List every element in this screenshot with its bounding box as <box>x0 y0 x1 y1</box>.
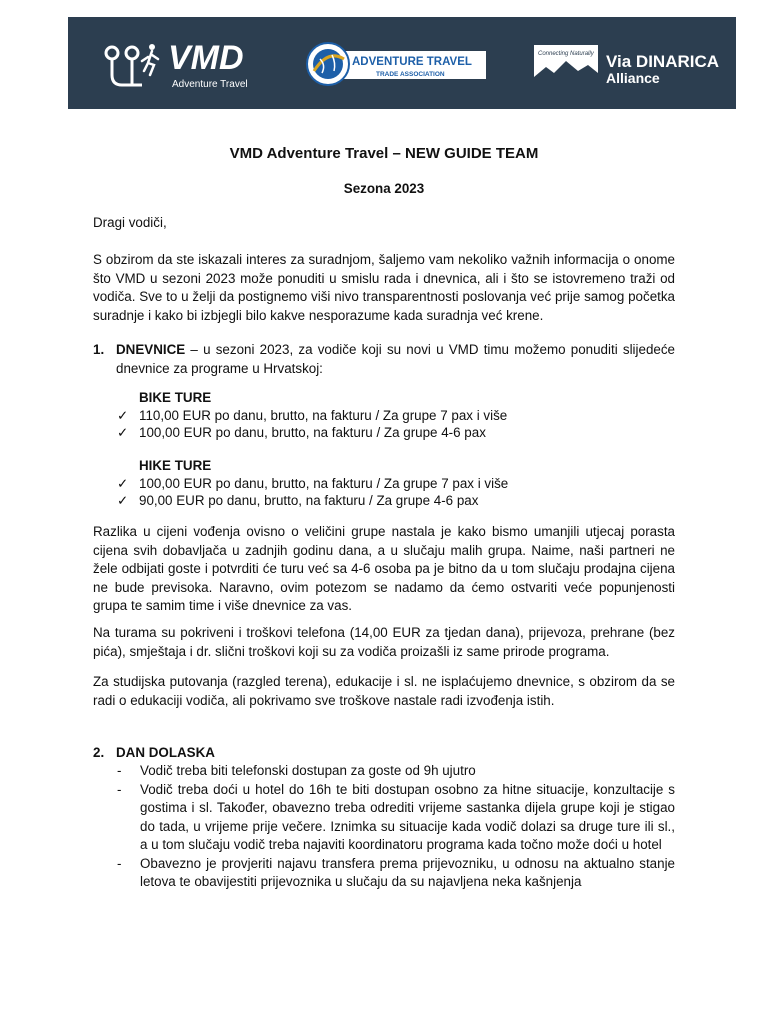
atta-logo <box>306 41 490 87</box>
atta-logo-line2: TRADE ASSOCIATION <box>376 71 445 78</box>
via-logo-sub: Alliance <box>606 70 660 86</box>
via-dinarica-logo <box>532 37 720 93</box>
hike-item-1: 100,00 EUR po danu, brutto, na fakturu / Za grupe 7 pax i više <box>139 476 509 491</box>
dash-bullet: - <box>117 763 122 778</box>
document-subtitle: Sezona 2023 <box>343 181 425 196</box>
vmd-logo <box>102 35 272 95</box>
dash-bullet: - <box>117 855 122 871</box>
arrival-item-1: Vodič treba biti telefonski dostupan za goste od 9h ujutro <box>140 763 476 778</box>
header-banner <box>68 17 736 109</box>
list-item <box>117 475 677 492</box>
study-trips-note: Za studijska putovanja (razgled terena), edukacije i sl. ne isplaćujemo dnevnice, s obzirom da se radi o edukaciji vodiča, ali pokrivamo sve troškove nastale radi izvođenja istih. <box>93 674 675 708</box>
document-title: VMD Adventure Travel – NEW GUIDE TEAM <box>229 145 539 162</box>
section-1 <box>93 341 675 378</box>
list-item <box>117 762 675 781</box>
check-icon: ✓ <box>117 493 129 508</box>
dash-bullet: - <box>117 781 122 797</box>
check-icon: ✓ <box>117 408 129 423</box>
hike-list <box>117 475 677 509</box>
list-item <box>117 781 675 855</box>
bike-item-2: 100,00 EUR po danu, brutto, na fakturu / Za grupe 4-6 pax <box>139 425 486 440</box>
intro-paragraph: S obzirom da ste iskazali interes za suradnjom, šaljemo vam nekoliko važnih informacija o onome što VMD u sezoni 2023 može ponuditi u smislu rada i dnevnica, ali i što se istovremeno traži od vodiča. Sve to u želji da postignemo viši nivo transparentnosti poslovanja već prije samog početka suradnje i kako bi izbjegli bilo kakve nesporazume kada suradnja već krene. <box>93 252 675 323</box>
list-item <box>117 424 677 441</box>
section-1-heading: DNEVNICE <box>116 342 186 357</box>
arrival-day-list <box>117 762 675 892</box>
greeting: Dragi vodiči, <box>93 215 167 230</box>
arrival-item-3: Obavezno je provjeriti najavu transfera prema prijevozniku, u odnosu na aktualno stanje letova te obavijestiti prijevoznika u slučaju da su najavljena neka kašnjenja <box>140 855 675 889</box>
bike-list <box>117 407 677 441</box>
list-item <box>117 855 675 892</box>
check-icon: ✓ <box>117 425 129 440</box>
section-1-number: 1. <box>93 342 105 357</box>
bike-heading: BIKE TURE <box>139 390 212 405</box>
vmd-logo-tagline: Adventure Travel <box>172 79 248 90</box>
bike-item-1: 110,00 EUR po danu, brutto, na fakturu / Za grupe 7 pax i više <box>139 408 508 423</box>
check-icon: ✓ <box>117 476 129 491</box>
via-logo-small: Connecting Naturally <box>538 51 594 57</box>
section-2-heading: DAN DOLASKA <box>116 745 215 760</box>
list-item <box>117 407 677 424</box>
hike-item-2: 90,00 EUR po danu, brutto, na fakturu / Za grupe 4-6 pax <box>139 493 479 508</box>
atta-logo-line1: ADVENTURE TRAVEL <box>352 56 472 68</box>
hike-heading: HIKE TURE <box>139 458 212 473</box>
via-logo-name: Via DINARICA <box>606 52 720 71</box>
pricing-explanation: Razlika u cijeni vođenja ovisno o veličini grupe nastala je kako bismo umanjili utjecaj porasta cijena svih dobavljača u zadnjih godinu dana, a u slučaju malih grupa. Naime, naši partneri ne žele odbijati goste i potvrditi će turu već sa 4-6 osoba pa je bitno da u tom slučaju prodajna cijena ne bude previsoka. Naravno, ovim potezom se nadamo da ćemo ostvariti veće popunjenosti grupa te samim time i više dnevnice za vas. <box>93 524 675 613</box>
section-1-body <box>116 341 675 378</box>
covered-costs: Na turama su pokriveni i troškovi telefona (14,00 EUR za tjedan dana), prijevoza, prehrane (bez pića), smještaja i dr. slični troškovi koji su za vodiča proizašli iz same prirode programa. <box>93 625 675 659</box>
section-1-text: – u sezoni 2023, za vodiče koji su novi u VMD timu možemo ponuditi slijedeće dnevnice za programe u Hrvatskoj: <box>116 342 675 376</box>
arrival-item-2: Vodič treba doći u hotel do 16h te biti dostupan osobno za hitne situacije, konzultacije s gostima i sl. Također, obavezno treba odrediti vrijeme sastanka dijela grupe koji je stigao do tada, u vrijeme prije večere. Iznimka su situacije kada vodič dolazi sa druge ture ili sl., a u tom slučaju vodič treba najaviti koordinatoru programa kada točno može doći u hotel <box>140 781 675 852</box>
vmd-logo-name: VMD <box>168 39 244 77</box>
list-item <box>117 492 677 509</box>
section-2-header <box>93 744 675 763</box>
section-2-number: 2. <box>93 745 105 760</box>
